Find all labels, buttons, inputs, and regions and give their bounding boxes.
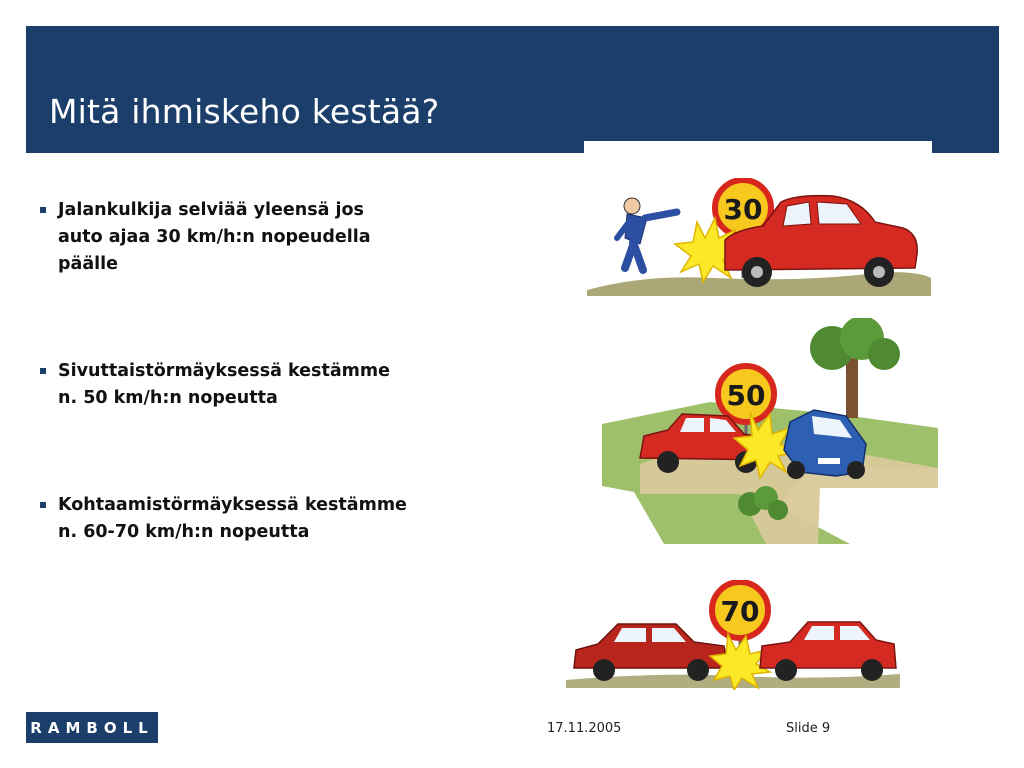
bullet-square-icon bbox=[40, 207, 46, 213]
footer-date: 17.11.2005 bbox=[547, 721, 622, 736]
bullet-text: Jalankulkija selviää yleensä jos auto ajaa 30 km/h:n nopeudella päälle bbox=[58, 200, 371, 274]
bullet-item bbox=[40, 358, 530, 412]
sign-label-30: 30 bbox=[723, 193, 763, 226]
speed-sign-70 bbox=[712, 582, 768, 650]
ramboll-logo bbox=[26, 712, 158, 743]
side-impact-illustration bbox=[600, 318, 940, 544]
banner-notch bbox=[584, 141, 932, 155]
slide-number: Slide 9 bbox=[786, 721, 831, 736]
bullet-text: Kohtaamistörmäyksessä kestämme n. 60-70 km/h:n nopeutta bbox=[58, 495, 407, 542]
tree bbox=[810, 318, 900, 418]
bullet-text: Sivuttaistörmäyksessä kestämme n. 50 km/h:n nopeutta bbox=[58, 361, 390, 408]
pedestrian-collision-illustration bbox=[585, 178, 933, 298]
logo-text: RAMBOLL bbox=[30, 719, 154, 737]
slide-title: Mitä ihmiskeho kestää? bbox=[49, 92, 440, 131]
bullet-square-icon bbox=[40, 368, 46, 374]
pedestrian-figure bbox=[617, 198, 677, 270]
red-car-right bbox=[760, 622, 896, 681]
sign-label-50: 50 bbox=[726, 379, 766, 412]
bullet-item bbox=[40, 492, 530, 546]
head-on-collision-illustration bbox=[564, 580, 902, 690]
bullet-square-icon bbox=[40, 502, 46, 508]
red-car-left bbox=[574, 624, 728, 681]
bullet-item bbox=[40, 197, 530, 278]
title-banner bbox=[26, 26, 999, 153]
sign-label-70: 70 bbox=[720, 595, 760, 628]
